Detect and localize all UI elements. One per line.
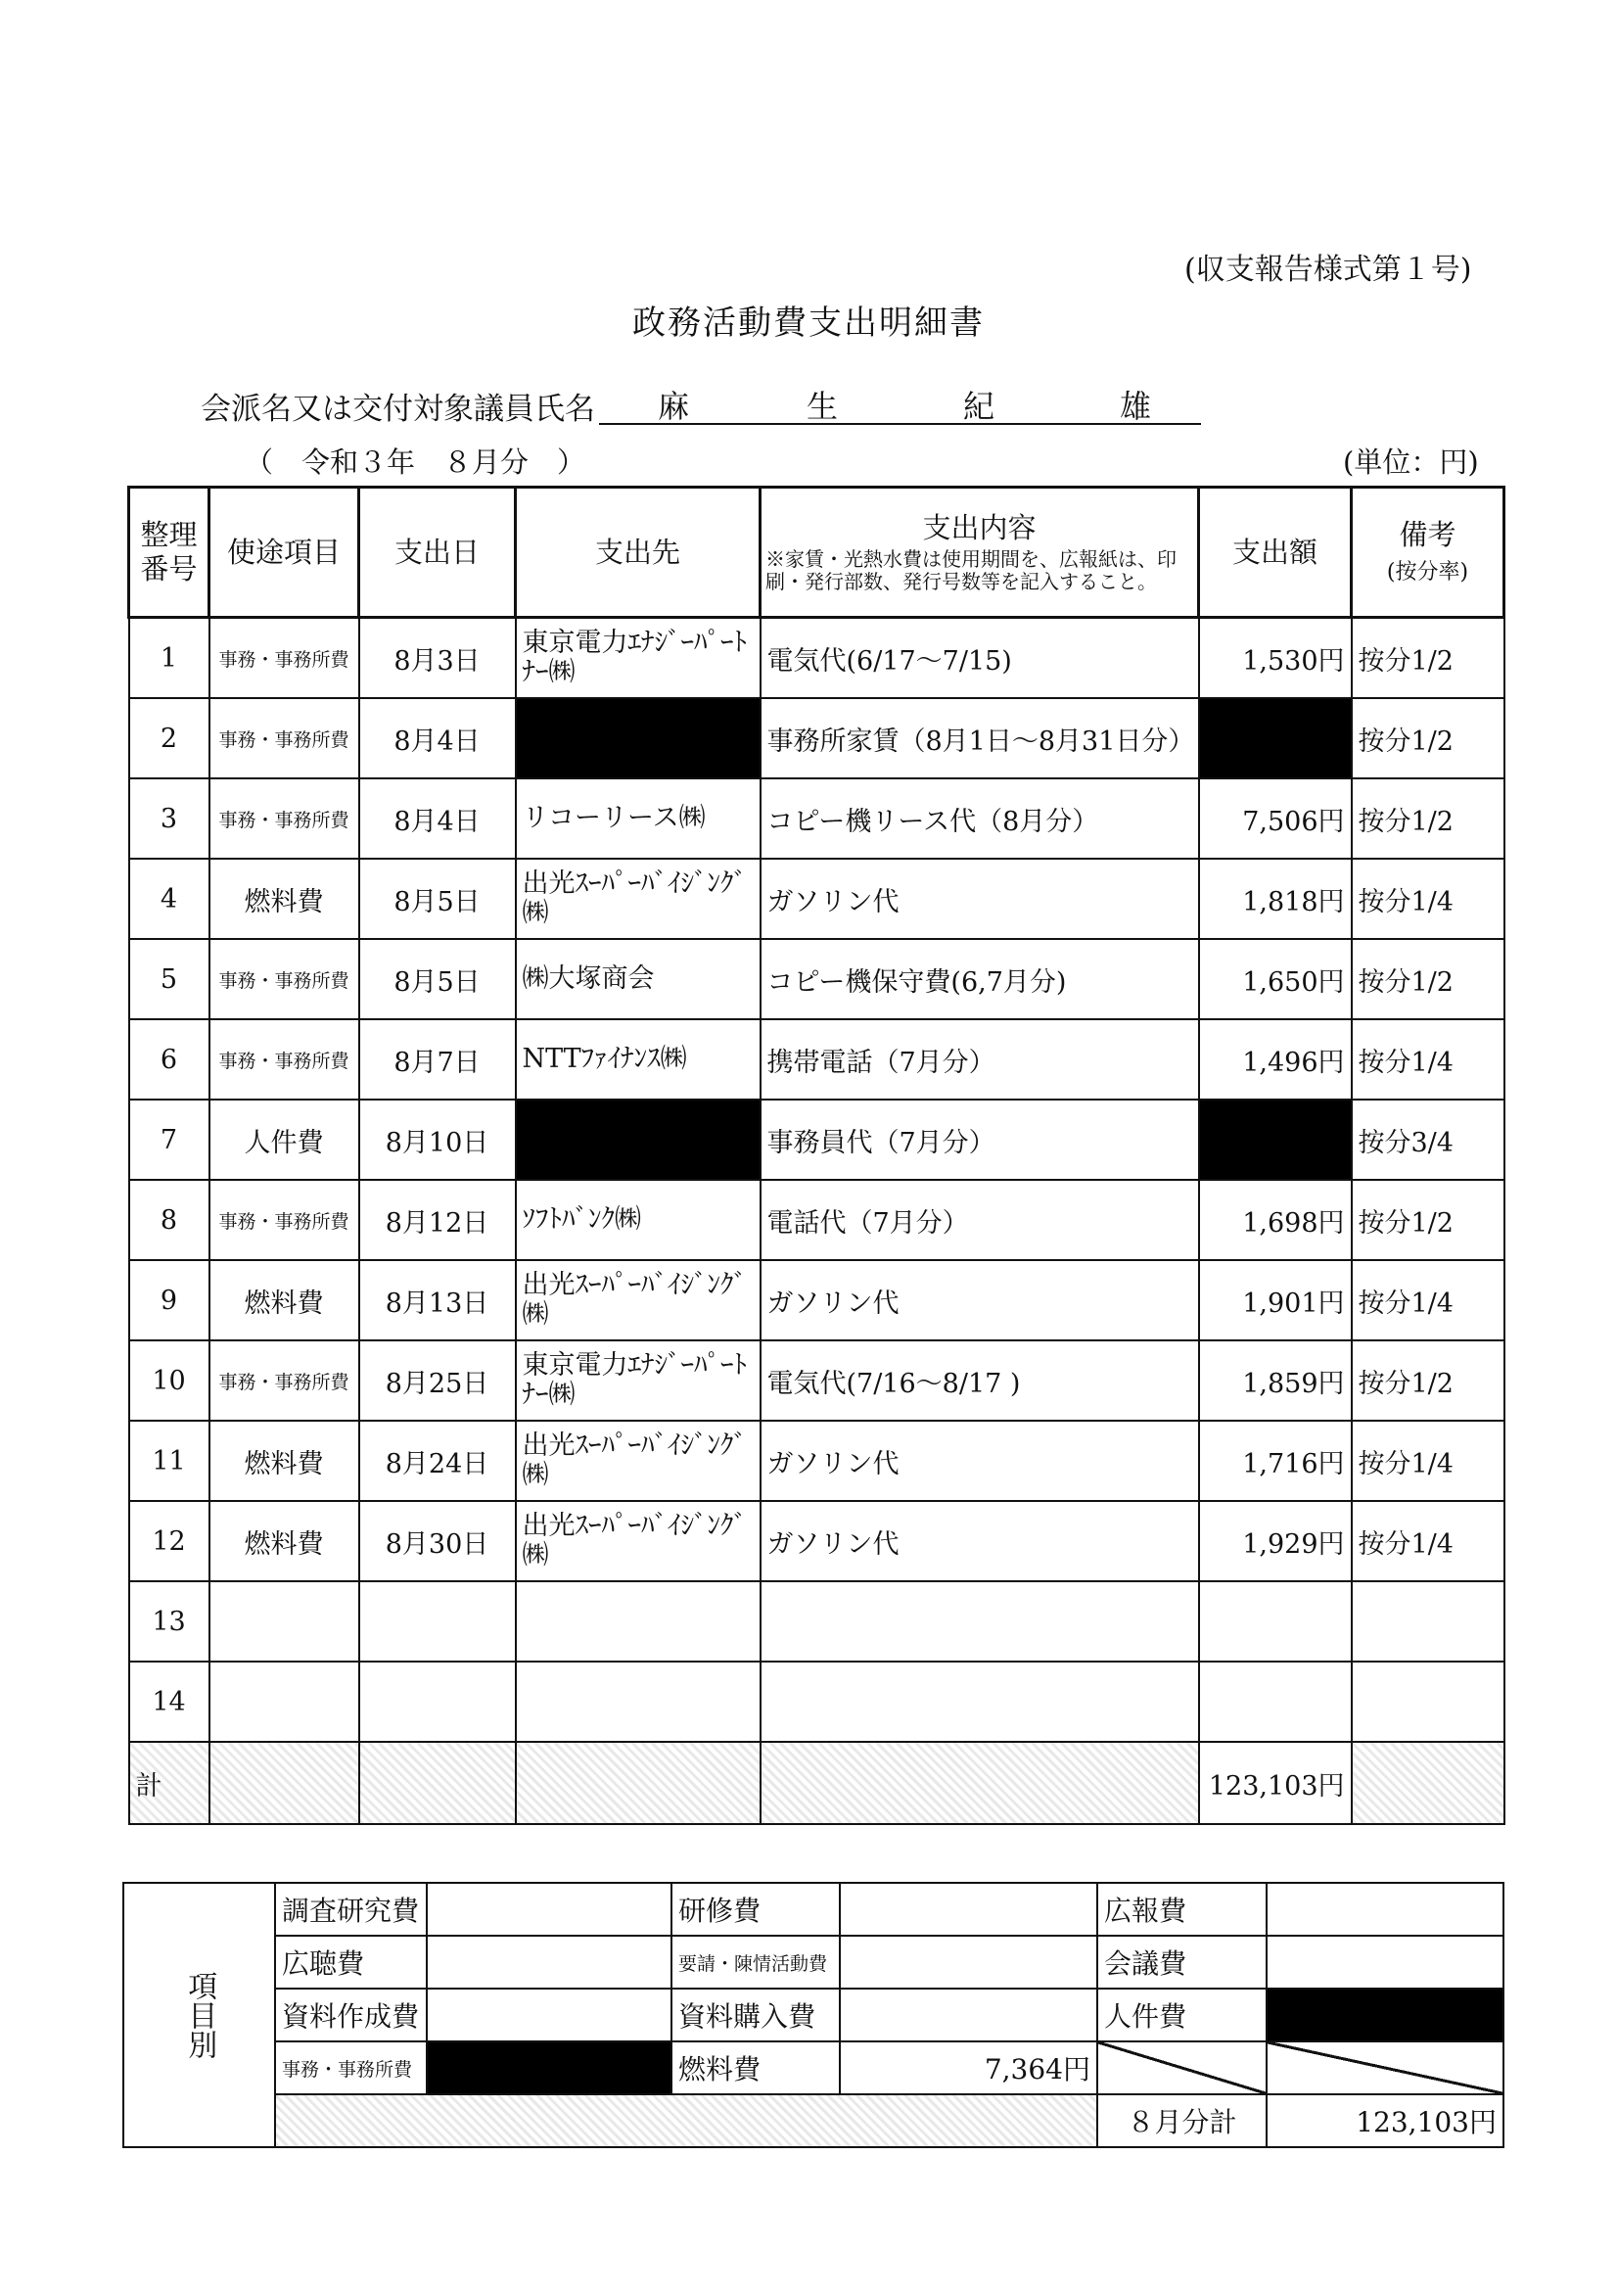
row-content xyxy=(761,1662,1199,1742)
summary-personnel-amount-redacted xyxy=(1267,1989,1503,2041)
summary-pr-amount xyxy=(1267,1883,1503,1936)
summary-month-total-amount: 123,103円 xyxy=(1267,2094,1503,2147)
row-note: 按分1/2 xyxy=(1352,939,1504,1019)
summary-materials-purchase-amount xyxy=(840,1989,1097,2041)
form-number: (収支報告様式第１号) xyxy=(1184,253,1472,287)
row-payee: 東京電力ｴﾅｼﾞｰﾊﾟｰﾄﾅｰ㈱ xyxy=(516,618,761,699)
summary-office-label: 事務・事務所費 xyxy=(275,2041,427,2094)
row-payee: 出光ｽｰﾊﾟｰﾊﾞｲｼﾞﾝｸﾞ㈱ xyxy=(516,1421,761,1501)
row-content: 携帯電話（7月分） xyxy=(761,1019,1199,1100)
row-date: 8月5日 xyxy=(359,939,516,1019)
row-no: 6 xyxy=(129,1019,209,1100)
row-amount: 1,698円 xyxy=(1199,1180,1352,1260)
row-amount: 1,650円 xyxy=(1199,939,1352,1019)
row-amount xyxy=(1199,1581,1352,1662)
header-content xyxy=(761,488,1199,618)
total-blank xyxy=(1352,1742,1504,1824)
table-row xyxy=(129,1340,1504,1421)
summary-personnel-label: 人件費 xyxy=(1097,1989,1267,2041)
row-category: 人件費 xyxy=(209,1100,359,1180)
row-note: 按分1/2 xyxy=(1352,778,1504,859)
row-no: 12 xyxy=(129,1501,209,1581)
row-date: 8月10日 xyxy=(359,1100,516,1180)
expense-table xyxy=(127,486,1505,1825)
summary-petition-label: 要請・陳情活動費 xyxy=(671,1936,840,1989)
summary-blank-area xyxy=(275,2094,1097,2147)
row-date: 8月12日 xyxy=(359,1180,516,1260)
total-row xyxy=(129,1742,1504,1824)
row-category: 事務・事務所費 xyxy=(209,1340,359,1421)
row-no: 9 xyxy=(129,1260,209,1340)
summary-materials-purchase-label: 資料購入費 xyxy=(671,1989,840,2041)
row-content: ガソリン代 xyxy=(761,1260,1199,1340)
row-category: 燃料費 xyxy=(209,1501,359,1581)
row-payee: リコーリース㈱ xyxy=(516,778,761,859)
table-row xyxy=(129,1581,1504,1662)
row-content: ガソリン代 xyxy=(761,1501,1199,1581)
row-category: 燃料費 xyxy=(209,1260,359,1340)
row-no: 11 xyxy=(129,1421,209,1501)
summary-fuel-label: 燃料費 xyxy=(671,2041,840,2094)
summary-meeting-amount xyxy=(1267,1936,1503,1989)
member-name-char: 生 xyxy=(807,388,839,425)
row-amount: 1,859円 xyxy=(1199,1340,1352,1421)
row-date: 8月30日 xyxy=(359,1501,516,1581)
row-date xyxy=(359,1662,516,1742)
header-content-note: ※家賃・光熱水費は使用期間を、広報紙は、印刷・発行部数、発行号数等を記入すること。 xyxy=(765,547,1177,594)
row-note: 按分1/2 xyxy=(1352,698,1504,778)
row-amount: 1,818円 xyxy=(1199,859,1352,939)
summary-training-amount xyxy=(840,1883,1097,1936)
header-note xyxy=(1352,488,1504,618)
row-amount: 7,506円 xyxy=(1199,778,1352,859)
row-amount-redacted xyxy=(1199,698,1352,778)
category-summary-table xyxy=(122,1882,1504,2148)
row-payee: ｿﾌﾄﾊﾞﾝｸ㈱ xyxy=(516,1180,761,1260)
table-row xyxy=(129,778,1504,859)
row-no: 1 xyxy=(129,618,209,699)
header-no: 整理番号 xyxy=(129,488,209,618)
row-content: コピー機リース代（8月分） xyxy=(761,778,1199,859)
row-no: 4 xyxy=(129,859,209,939)
row-date: 8月25日 xyxy=(359,1340,516,1421)
member-name-field xyxy=(599,382,1201,425)
row-amount: 1,496円 xyxy=(1199,1019,1352,1100)
row-category: 燃料費 xyxy=(209,859,359,939)
summary-struck-cell xyxy=(1097,2041,1267,2094)
row-payee: NTTﾌｧｲﾅﾝｽ㈱ xyxy=(516,1019,761,1100)
row-note xyxy=(1352,1662,1504,1742)
row-date: 8月24日 xyxy=(359,1421,516,1501)
table-row xyxy=(129,1260,1504,1340)
row-date xyxy=(359,1581,516,1662)
row-category: 事務・事務所費 xyxy=(209,1180,359,1260)
row-note: 按分1/4 xyxy=(1352,1019,1504,1100)
row-date: 8月3日 xyxy=(359,618,516,699)
table-row xyxy=(129,1180,1504,1260)
row-note: 按分1/2 xyxy=(1352,1340,1504,1421)
member-name-label: 会派名又は交付対象議員氏名 xyxy=(201,392,595,427)
row-note: 按分1/4 xyxy=(1352,859,1504,939)
table-row xyxy=(129,1100,1504,1180)
summary-side-label: 項目別 xyxy=(123,1883,275,2147)
document-title: 政務活動費支出明細書 xyxy=(632,304,985,343)
table-header-row xyxy=(129,488,1504,618)
summary-fuel-amount: 7,364円 xyxy=(840,2041,1097,2094)
row-category: 事務・事務所費 xyxy=(209,939,359,1019)
row-amount: 1,716円 xyxy=(1199,1421,1352,1501)
summary-research-label: 調査研究費 xyxy=(275,1883,427,1936)
row-no: 14 xyxy=(129,1662,209,1742)
row-payee: ㈱大塚商会 xyxy=(516,939,761,1019)
row-content: 電気代(6/17～7/15) xyxy=(761,618,1199,699)
row-content: ガソリン代 xyxy=(761,859,1199,939)
row-amount-redacted xyxy=(1199,1100,1352,1180)
total-blank xyxy=(761,1742,1199,1824)
row-no: 10 xyxy=(129,1340,209,1421)
row-category: 事務・事務所費 xyxy=(209,698,359,778)
row-payee-redacted xyxy=(516,1100,761,1180)
row-content: 電気代(7/16～8/17 ) xyxy=(761,1340,1199,1421)
table-row xyxy=(129,1501,1504,1581)
row-content: コピー機保守費(6,7月分) xyxy=(761,939,1199,1019)
summary-office-amount-redacted xyxy=(427,2041,671,2094)
table-row xyxy=(129,939,1504,1019)
row-no: 7 xyxy=(129,1100,209,1180)
row-content: 事務員代（7月分） xyxy=(761,1100,1199,1180)
row-payee: 出光ｽｰﾊﾟｰﾊﾞｲｼﾞﾝｸﾞ㈱ xyxy=(516,1501,761,1581)
member-name-char: 麻 xyxy=(658,388,690,425)
row-no: 2 xyxy=(129,698,209,778)
row-date: 8月4日 xyxy=(359,778,516,859)
unit-label: (単位：円) xyxy=(1343,445,1479,479)
header-content-label: 支出内容 xyxy=(922,510,1037,544)
row-date: 8月13日 xyxy=(359,1260,516,1340)
summary-materials-creation-label: 資料作成費 xyxy=(275,1989,427,2041)
member-name-char: 紀 xyxy=(963,388,995,425)
row-note: 按分1/2 xyxy=(1352,618,1504,699)
table-row xyxy=(129,618,1504,699)
row-date: 8月4日 xyxy=(359,698,516,778)
row-category: 事務・事務所費 xyxy=(209,778,359,859)
summary-training-label: 研修費 xyxy=(671,1883,840,1936)
row-payee xyxy=(516,1662,761,1742)
row-no: 5 xyxy=(129,939,209,1019)
row-date: 8月7日 xyxy=(359,1019,516,1100)
total-amount: 123,103円 xyxy=(1199,1742,1352,1824)
total-blank xyxy=(516,1742,761,1824)
row-content xyxy=(761,1581,1199,1662)
row-payee-redacted xyxy=(516,698,761,778)
row-payee xyxy=(516,1581,761,1662)
row-content: ガソリン代 xyxy=(761,1421,1199,1501)
table-row xyxy=(129,698,1504,778)
header-amount: 支出額 xyxy=(1199,488,1352,618)
row-amount xyxy=(1199,1662,1352,1742)
table-row xyxy=(129,1421,1504,1501)
row-date: 8月5日 xyxy=(359,859,516,939)
table-row xyxy=(129,859,1504,939)
row-note: 按分3/4 xyxy=(1352,1100,1504,1180)
row-no: 3 xyxy=(129,778,209,859)
total-label: 計 xyxy=(129,1742,209,1824)
total-blank xyxy=(209,1742,359,1824)
row-category xyxy=(209,1662,359,1742)
header-note-label: 備考 xyxy=(1399,518,1456,552)
summary-hearing-label: 広聴費 xyxy=(275,1936,427,1989)
summary-month-total-label: ８月分計 xyxy=(1097,2094,1267,2147)
row-content: 事務所家賃（8月1日～8月31日分） xyxy=(761,698,1199,778)
row-note xyxy=(1352,1581,1504,1662)
summary-struck-cell xyxy=(1267,2041,1503,2094)
header-date: 支出日 xyxy=(359,488,516,618)
header-payee: 支出先 xyxy=(516,488,761,618)
row-payee: 出光ｽｰﾊﾟｰﾊﾞｲｼﾞﾝｸﾞ㈱ xyxy=(516,859,761,939)
row-category: 事務・事務所費 xyxy=(209,618,359,699)
row-note: 按分1/4 xyxy=(1352,1421,1504,1501)
summary-research-amount xyxy=(427,1883,671,1936)
row-amount: 1,901円 xyxy=(1199,1260,1352,1340)
table-row xyxy=(129,1019,1504,1100)
row-note: 按分1/4 xyxy=(1352,1260,1504,1340)
row-category: 事務・事務所費 xyxy=(209,1019,359,1100)
row-amount: 1,530円 xyxy=(1199,618,1352,699)
row-no: 13 xyxy=(129,1581,209,1662)
summary-pr-label: 広報費 xyxy=(1097,1883,1267,1936)
summary-hearing-amount xyxy=(427,1936,671,1989)
summary-meeting-label: 会議費 xyxy=(1097,1936,1267,1989)
row-note: 按分1/4 xyxy=(1352,1501,1504,1581)
row-category xyxy=(209,1581,359,1662)
summary-petition-amount xyxy=(840,1936,1097,1989)
row-payee: 東京電力ｴﾅｼﾞｰﾊﾟｰﾄﾅｰ㈱ xyxy=(516,1340,761,1421)
row-category: 燃料費 xyxy=(209,1421,359,1501)
row-amount: 1,929円 xyxy=(1199,1501,1352,1581)
table-row xyxy=(129,1662,1504,1742)
row-no: 8 xyxy=(129,1180,209,1260)
row-payee: 出光ｽｰﾊﾟｰﾊﾞｲｼﾞﾝｸﾞ㈱ xyxy=(516,1260,761,1340)
header-category: 使途項目 xyxy=(209,488,359,618)
header-note-sub: (按分率) xyxy=(1386,560,1469,585)
total-blank xyxy=(359,1742,516,1824)
member-name-char: 雄 xyxy=(1120,388,1152,425)
row-content: 電話代（7月分） xyxy=(761,1180,1199,1260)
row-note: 按分1/2 xyxy=(1352,1180,1504,1260)
summary-materials-creation-amount xyxy=(427,1989,671,2041)
report-period: （ 令和３年 ８月分 ） xyxy=(245,445,586,479)
